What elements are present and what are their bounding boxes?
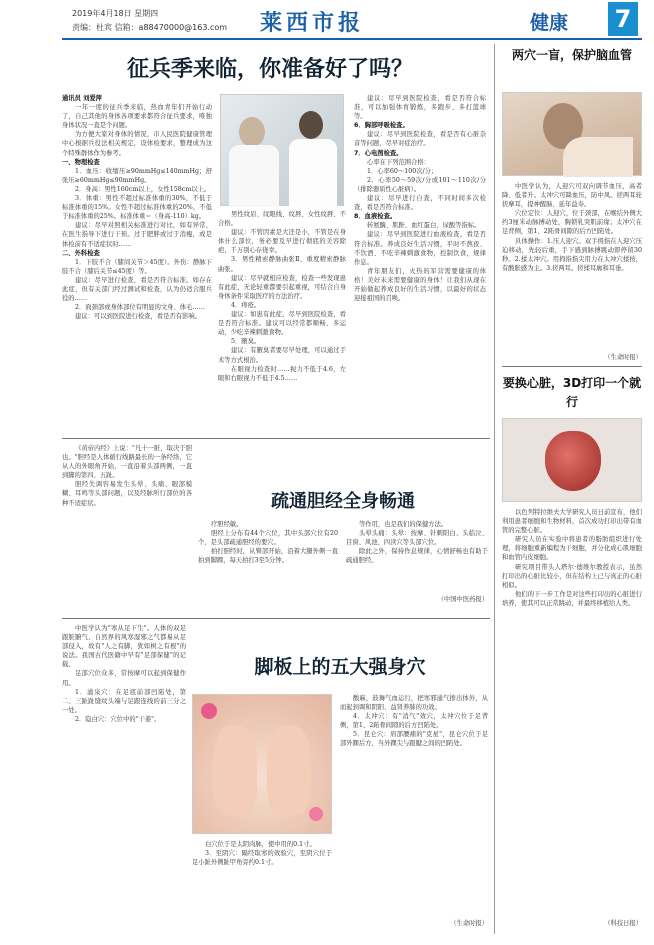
massage-photo <box>502 92 642 176</box>
section-divider <box>62 618 490 619</box>
doctor-photo <box>220 94 344 206</box>
section-divider <box>62 438 490 439</box>
page-number-badge: 7 <box>608 2 638 36</box>
article-title-brain-vessels: 两穴一盲，保护脑血管 <box>511 48 632 62</box>
article-body-foot-col1: 中医学认为"寒从足下生"。人体的双足跟脏腑气、自然界的风寒湿邪之气都易从足部侵入，故有"人之有脚，犹如树之有根"的说法。我国古代医籍中早有"足部保健"的记载。 足部穴位众多，常按摩可以起到保健作用。 1．涌泉穴：在足底前部凹陷处，第二、三趾趾缝纹头端与足跟连线的前三分之一处。 2．隐白穴：穴位中的"干姜"。 <box>62 625 186 723</box>
article-body-3d-heart: 以色列特拉维夫大学研究人员日前宣布，他们利用患者细胞和生物材料，首次成功打印出带有血管的完整心脏。 研究人员在实验中将患者的脂肪组织进行处理，将细胞重新编程为干细胞，并分化成心肌细胞和血管内皮细胞。 研究项目带头人塔尔·德维尔教授表示，虽然打印出的心脏比较小，但在结构上已与真正的心脏相似。 他们的下一步工作是对这些打印出的心脏进行培养，使其可以正常跳动，并最终移植给人类。 <box>502 509 642 607</box>
section-name: 健康 <box>530 12 569 34</box>
foot-spa-photo <box>192 694 332 834</box>
editor-line: 责编：杜宾 信箱：a88470000@163.com <box>72 23 228 32</box>
page-header <box>0 0 654 42</box>
article-body-gallbladder-col2: 疗胆经敏。 胆经上分布有44个穴位，其中头部穴位有20个，是头部疏通胆经的要穴。 拍打胆经时，从臀部开始，沿着大腿外侧一直拍到脚踝，每天拍打3至5分钟。 <box>198 521 338 565</box>
article-body-gallbladder-col1: 《黄帝内经》上说："凡十一脏，取决于胆也。"胆经是人体循行线路最长的一条经络，它从人的外眼角开始，一直沿着头部两侧，一直到脚的第四、五趾。 胆经失调容易发生头晕、头痛、眼部模糊、耳鸣等头部问题，以及经脉所行部位的各种不适症状。 <box>62 445 192 507</box>
article-title-3d-heart: 要换心脏，3D打印一个就行 <box>502 376 642 409</box>
article-body-foot-col3: 酸麻，鼓舞气血运行，把寒邪通气排出体外，从而起到调和阴阳、益肾养肺的功效。 4．太冲穴：有"消气"效穴，太冲穴位于足背侧，第1、2跖骨间隙的后方凹陷处。 5．昆仑穴：肩部腰痛的"克星"，昆仑穴位于足部外踝后方，当外踝尖与跟腱之间的凹陷处。 <box>340 695 488 748</box>
masthead: 莱西市报 <box>260 10 365 36</box>
source-label: （中国中医药报） <box>437 596 488 603</box>
article-divider <box>502 366 642 367</box>
source-label: （生命时报） <box>450 920 488 927</box>
article-body-brain-vessels: 中医学认为，人迎穴可双向调节血压，高者降、低者升。太冲穴可降血压，防中风。搓两耳轮搓摩耳，提神醒脑、延年益寿。 穴位定位：人迎穴，位于颈部，在喉结外侧大约3厘米动脉搏动处，胸锁乳突肌前缘；太冲穴在足背侧，第1、2跖骨间隙的后方凹陷处。 具体操作：1.压人迎穴。双手拇指在人迎穴压迫移动，先轻后重，手下感到脉搏跳动即停留30秒。2.揉太冲穴。用拇指指尖用力在太冲穴揉按，有酸胀感为主。3.搓两耳。搓揉耳廓和耳垂。 <box>502 183 642 272</box>
source-label: （科技日报） <box>604 920 642 927</box>
article-body-foot-col2: 白穴位于是太阴肉脉，使中用的0.1寸。 3．至阴穴：隔经取寒的效验穴，至阴穴位于足小趾外侧趾甲角旁约0.1寸。 <box>192 841 332 867</box>
column-divider <box>494 44 495 934</box>
heart-photo <box>502 418 642 502</box>
header-rule <box>62 38 642 40</box>
issue-date: 2019年4月18日 星期四 <box>72 9 159 18</box>
article-body-conscription-col3: 建议：尽早到医院检查，看是否符合标准，可以加强体育锻炼，多跑步、多打篮球等。 6．胸部呼吸检查。 建议：尽早到医院检查，看是否有心脏杂音等问题，尽早对症治疗。 7．心电图检查。 心率在下列范围合格： 1．心率60～100次/分； 2．心率50～59次/分或101～110次/分（排除器质性心脏病）。 建议：尽早进行自查，不同时间多次检查，看是否符合标准。 8．血液检查。 转氨酶、肌酐、血红蛋白、尿酸等指标。 建议：尽早到医院进行血液检查，看是否符合标准。养成良好生活习惯，平时不熬夜、不饮酒、不吃辛辣刺激食物，控制饮食，规律作息。 青年朋友们，火热的军营需要健康的体格！美好未来需要健康的身体！让我们从现在开始做起养成良好的生活习惯，以最好的状态迎接祖国的召唤。 <box>354 95 486 303</box>
article-body-gallbladder-col3: 等作用，也是我们的保健方法。 头晕头痛：头晕：按摩、针刺阳白、头临泣、目窗、风池、四渎穴等头部穴位。 除此之外，保持作息规律，心情舒畅也有助于疏通胆经。 <box>346 521 488 565</box>
article-body-conscription-col1: 通讯员 刘爱萍 一年一度的征兵季来临，热血青年们开始行动了，自己其他的身体各项要求都符合征兵要求，唯独身体状况一直是个问题。 为方便大家对身体的情况，市人民医院健康管理中心根据兵役法相关规定，设体检要求，整理成为这个特殊群体作为参考。 一、物理检查 1．血压：收缩压≥90mmHg≤140mmHg；舒张压≥60mmHg≤90mmHg。 2．身高：男性160cm以上，女性158cm以上。 3．体重：男性不超过标准体重的30%，不低于标准体重的15%。女性不超过标准体重的20%，不低于标准体重的25%。标准体重＝（身高-110）kg。 建议：尽早对照相关标准进行对比，如有异常，在医生指导下进行干预。过于肥胖或过于消瘦，或是体检前有不适症状时…… 二、外科检查 1．下肢不合（膝间关节＞45度）。外伤：静脉下肢不合（膝后关节≤45度）等。 建议：尽早进行检查，看是否符合标准。如存在此症，但有关部门经过测试和检查，认为仍适合服兵役的…… 2．面颈部或身体部位有明显的文身、体毛…… 建议：可以到医院进行检查，看是否有影响。 <box>62 95 212 321</box>
source-label: （生命时报） <box>604 354 642 361</box>
article-title-conscription: 征兵季来临，你准备好了吗？ <box>126 57 413 82</box>
article-title-gallbladder: 疏通胆经全身畅通 <box>271 491 415 512</box>
article-title-foot-acupoints: 脚板上的五大强身穴 <box>254 656 426 678</box>
article-body-conscription-col2: 男性纹眉、纹眼线、纹唇、女性纹唇、不合格。 建议：不管因素是大还是小，不管是在身体什么部位，务必要及早进行彻底的美容除疤，千万别心存侥幸。 3．男性精索静脉曲张Ⅱ、重度精索静脉曲张。 建议：尽早就相应检查，检查一些发现患有此症，无论轻重都要引起重视，可结合自身身体条件采取医疗的方法治疗。 4．痔疮。 建议：如患有此症，尽早到医院检查，看是否符合标准。建议可以经常都顺畅、多运动，少吃辛辣刺激食物。 5．腋臭。 建议：有腋臭者要尽早处理，可以通过手术等方式根治。 在眼视力检查时……视力不低于4.6，左眼和右眼视力不低于4.5…… <box>218 211 346 382</box>
